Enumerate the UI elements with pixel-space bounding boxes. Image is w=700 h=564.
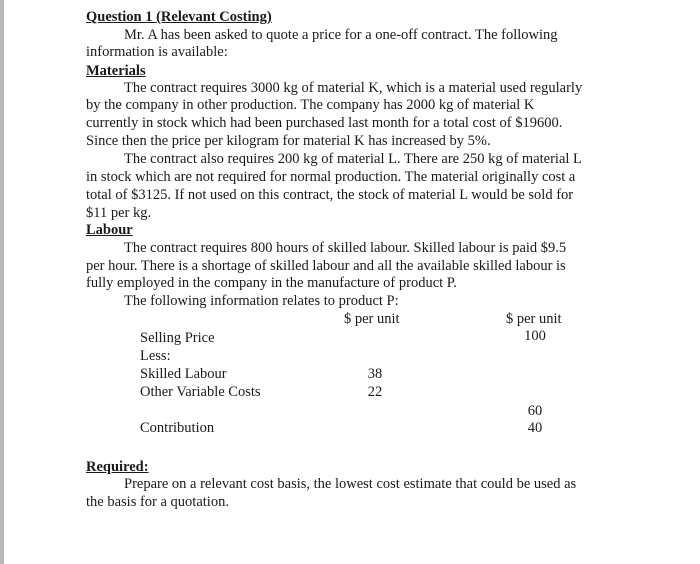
materials-line-3: currently in stock which had been purchased last month for a total cost of $19600. xyxy=(86,115,563,131)
col2-header: $ per unit xyxy=(506,311,562,327)
left-border xyxy=(0,0,4,564)
materials-line-2: by the company in other production. The company has 2000 kg of material K xyxy=(86,97,535,113)
labour-line-1: The contract requires 800 hours of skilled labour. Skilled labour is paid $9.5 xyxy=(124,240,567,256)
row-value-subtotal: 60 xyxy=(527,403,543,419)
row-value-other-variable: 22 xyxy=(367,384,383,400)
labour-heading: Labour xyxy=(86,222,133,238)
row-label-less: Less: xyxy=(140,348,171,364)
materials-line-1: The contract requires 3000 kg of material K, which is a material used regularly xyxy=(124,80,583,96)
row-label-contribution: Contribution xyxy=(140,420,215,436)
labour-line-2: per hour. There is a shortage of skilled labour and all the available skilled labour is xyxy=(86,258,566,274)
row-label-skilled-labour: Skilled Labour xyxy=(140,366,227,382)
row-label-selling-price: Selling Price xyxy=(140,330,215,346)
question-title: Question 1 (Relevant Costing) xyxy=(86,9,272,25)
row-value-contribution: 40 xyxy=(527,420,543,436)
materials-line-7: total of $3125. If not used on this contract, the stock of material L would be sold for xyxy=(86,187,574,203)
labour-line-3: fully employed in the company in the manufacture of product P. xyxy=(86,275,457,291)
materials-line-5: The contract also requires 200 kg of material L. There are 250 kg of material L xyxy=(124,151,582,167)
required-heading: Required: xyxy=(86,459,149,475)
materials-heading: Materials xyxy=(86,63,146,79)
row-value-skilled-labour: 38 xyxy=(367,366,383,382)
labour-line-4: The following information relates to product P: xyxy=(124,293,399,309)
materials-line-4: Since then the price per kilogram for material K has increased by 5%. xyxy=(86,133,491,149)
materials-line-8: $11 per kg. xyxy=(86,205,152,221)
col1-header: $ per unit xyxy=(344,311,400,327)
materials-line-6: in stock which are not required for normal production. The material originally cost a xyxy=(86,169,576,185)
intro-line-2: information is available: xyxy=(86,44,228,60)
required-line-1: Prepare on a relevant cost basis, the lowest cost estimate that could be used as xyxy=(124,476,577,492)
required-line-2: the basis for a quotation. xyxy=(86,494,229,510)
intro-line-1: Mr. A has been asked to quote a price for a one-off contract. The following xyxy=(124,27,558,43)
row-value-selling-price: 100 xyxy=(524,328,546,344)
row-label-other-variable: Other Variable Costs xyxy=(140,384,261,400)
